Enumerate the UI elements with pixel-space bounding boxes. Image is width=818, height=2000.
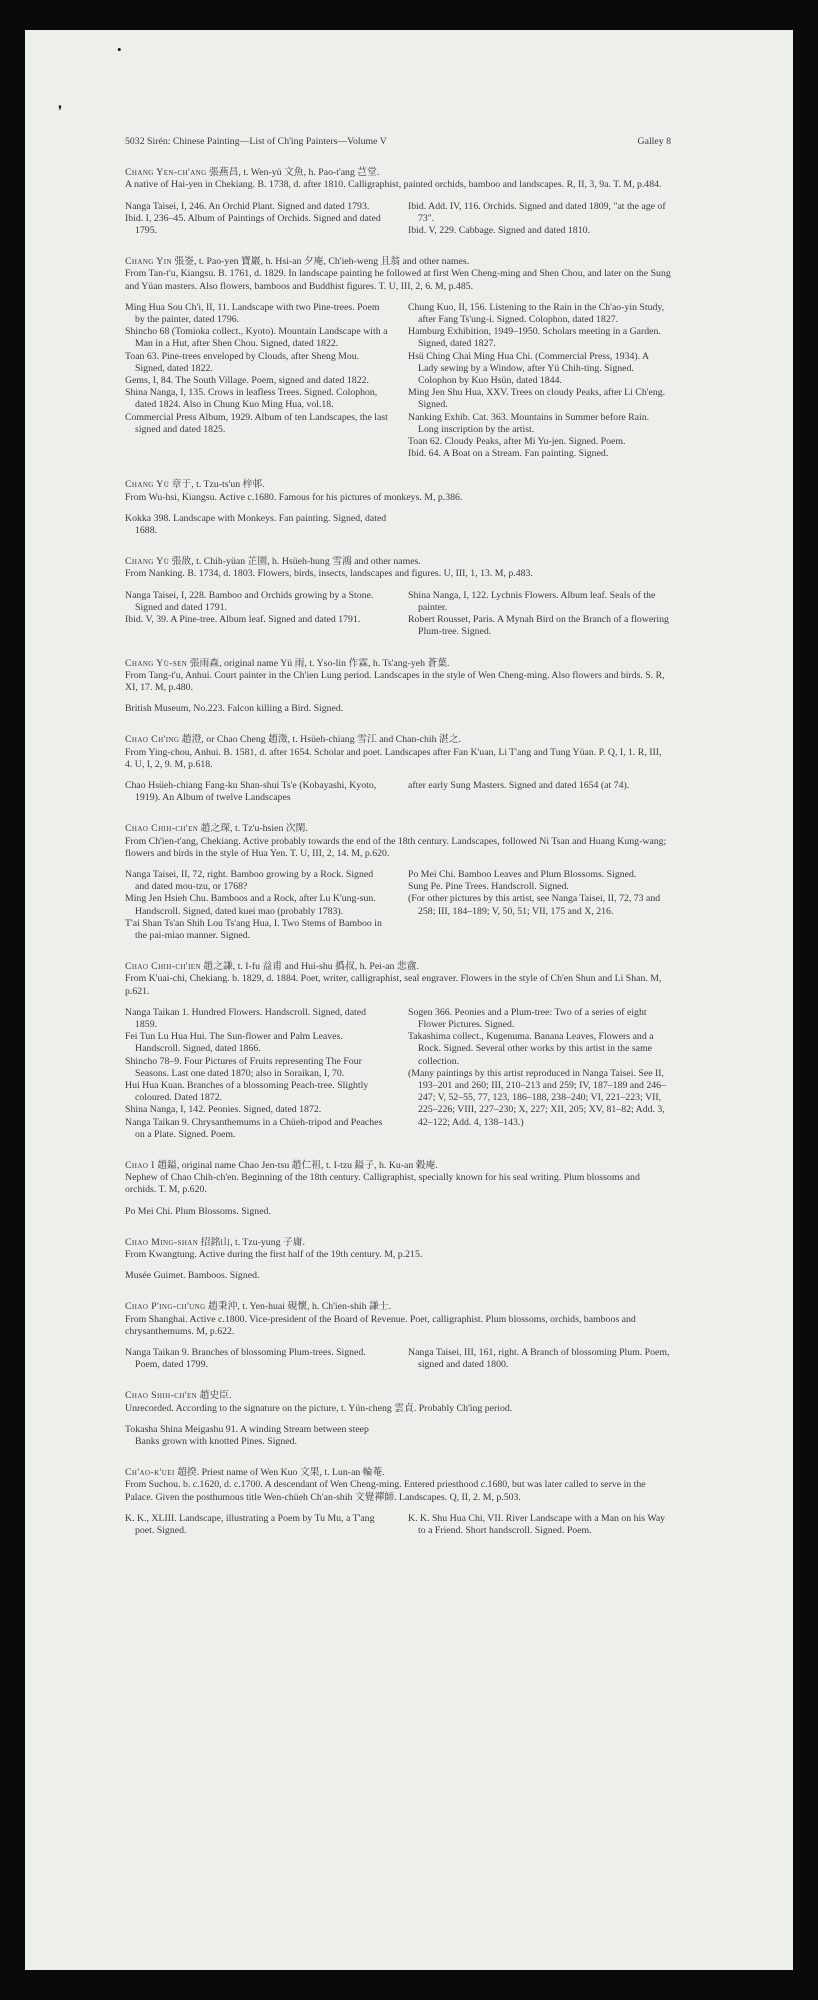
- work-reference: Ming Jen Hsieh Chu. Bamboos and a Rock, after Lu K'ung-sun. Handscroll. Signed, dated kuei mao (probably 1783).: [125, 893, 376, 917]
- painter-biography: From Kwangtung. Active during the first half of the 19th century. M, p.215.: [125, 1249, 423, 1261]
- work-reference: Musée Guimet. Bamboos. Signed.: [125, 1270, 260, 1282]
- painter-name: Chao I: [125, 1160, 155, 1171]
- painter-name: Chang Yü-sen: [125, 657, 188, 669]
- work-reference: Po Mei Chi. Bamboo Leaves and Plum Blossoms. Signed.: [408, 868, 637, 880]
- painter-biography: A native of Hai-yen in Chekiang. B. 1738, d. after 1810. Calligraphist, painted orchids, bamboo and landscapes. R, II, 3, 9a. T. M, p.484.: [125, 179, 662, 191]
- work-reference: Ibid. Add. IV, 116. Orchids. Signed and dated 1809, "at the age of 73".: [408, 200, 666, 224]
- work-list: [125, 869, 671, 942]
- painter-biography: From Shanghai. Active c.1800. Vice-president of the Board of Revenue. Poet, calligraphist. Plum blossoms, orchids, bamboos and chrysanthemums. M, p.622.: [125, 1313, 636, 1337]
- ink-spot: •: [117, 42, 122, 57]
- work-reference: Nanga Taikan 1. Hundred Flowers. Handscroll. Signed, dated 1859.: [125, 1006, 367, 1030]
- running-head: [125, 136, 671, 148]
- work-reference: T'ai Shan Ts'an Shih Lou Ts'ang Hua, I. Two Stems of Bamboo in the pai-miao manner. Signed.: [125, 917, 382, 941]
- work-column-right: [408, 1513, 671, 1537]
- painter-names-detail: 趙之謙, t. I-fu 益甫 and Hui-shu 撝叔, h. Pei-an 悲盦.: [200, 961, 419, 973]
- entry-heading: [125, 1160, 671, 1172]
- work-reference: Nanga Taisei, I, 228. Bamboo and Orchids growing by a Stone. Signed and dated 1791.: [125, 589, 374, 613]
- painter-entry: [125, 556, 671, 638]
- painter-name: Chang Yin: [125, 256, 172, 268]
- painter-names-detail: 張敔, t. Chih-yüan 芷園, h. Hsüeh-hung 雪鴻 and other names.: [169, 556, 421, 568]
- work-list: [125, 703, 671, 715]
- work-reference: Shina Nanga, I, 142. Peonies. Signed, dated 1872.: [125, 1104, 322, 1116]
- painter-biography: From Tang-t'u, Anhui. Court painter in the Ch'ien Lung period. Landscapes in the style of Wen Cheng-ming. Also flowers and birds. S. R, XI, 17. M, p.480.: [125, 669, 665, 693]
- painter-entry: [125, 961, 671, 1141]
- painter-name: Chao Ming-shan: [125, 1236, 199, 1248]
- painter-names-detail: 趙秉沖, t. Yen-huai 硯懷, h. Ch'ien-shih 謙士.: [205, 1301, 391, 1313]
- work-reference: Shincho 78–9. Four Pictures of Fruits representing The Four Seasons. Last one dated 1870; also in Soraikan, I, 70.: [125, 1055, 362, 1079]
- painter-biography: Nephew of Chao Chih-ch'en. Beginning of the 18th century. Calligraphist, specially known for his seal writing. Plum blossoms and orchids. T. M, p.620.: [125, 1172, 640, 1196]
- work-list: [125, 1347, 671, 1371]
- work-column-left: [125, 1513, 388, 1537]
- work-column-right: [408, 1347, 671, 1371]
- painter-name: Chao Shih-ch'en: [125, 1390, 198, 1402]
- work-column-right: [408, 590, 671, 639]
- work-reference: British Museum, No.223. Falcon killing a Bird. Signed.: [125, 703, 344, 715]
- entry-heading: [125, 1301, 671, 1313]
- painter-name: Chao P'ing-ch'ung: [125, 1301, 206, 1313]
- painter-name: Chang Yen-ch'ang: [125, 167, 207, 179]
- work-reference: Commercial Press Album, 1929. Album of ten Landscapes, the last signed and dated 1825.: [125, 411, 388, 435]
- entry-heading: [125, 1237, 671, 1249]
- work-reference: K. K., XLIII. Landscape, illustrating a Poem by Tu Mu, a T'ang poet. Signed.: [125, 1512, 375, 1537]
- work-list: [125, 1007, 671, 1141]
- entry-heading: [125, 556, 671, 568]
- work-reference: Hamburg Exhibition, 1949–1950. Scholars meeting in a Garden. Signed, dated 1827.: [408, 326, 661, 350]
- painter-name: Chao Chih-ch'ien: [125, 961, 201, 973]
- work-reference: Fei Tun Lu Hua Hui. The Sun-flower and Palm Leaves. Handscroll. Signed, dated 1866.: [125, 1031, 343, 1055]
- work-column-left: [125, 1347, 388, 1371]
- painter-entry: [125, 1160, 671, 1218]
- painter-names-detail: 趙之琛, t. Tz'u-hsien 次閑.: [198, 823, 308, 835]
- work-column-left: [125, 590, 388, 639]
- work-reference: Takashima collect., Kugenuma. Banana Leaves, Flowers and a Rock. Signed. Several other works by this artist in the same collection.: [408, 1031, 654, 1067]
- work-reference: Shina Nanga, I, 122. Lychnis Flowers. Album leaf. Seals of the painter.: [408, 589, 656, 613]
- work-reference: Chao Hsüeh-chiang Fang-ku Shan-shui Ts'e (Kobayashi, Kyoto, 1919). An Album of twelve Landscapes: [125, 779, 377, 804]
- painter-biography: From Ch'ien-t'ang, Chekiang. Active probably towards the end of the 18th century. Landscapes, followed Ni Tsan and Huang Kung-wang; flowers and birds in the style of Hua Yen. T. U, III, 2, 14. M, p.620.: [125, 835, 667, 859]
- work-reference: Hui Hua Kuan. Branches of a blossoming Peach-tree. Slightly coloured. Dated 1872.: [125, 1079, 369, 1104]
- work-column-left: [125, 780, 388, 804]
- painter-name: Chang Yü: [125, 479, 170, 491]
- painter-entry: [125, 167, 671, 237]
- painter-names-detail: 招銘山, t. Tzu-yung 子庸.: [198, 1236, 305, 1248]
- work-reference: Tokasha Shina Meigashu 91. A winding Stream between steep Banks grown with knotted Pines. Signed.: [125, 1423, 369, 1448]
- painter-names-detail: 超揆. Priest name of Wen Kuo 文果, t. Lun-an 輪菴.: [174, 1467, 385, 1479]
- work-column-left: [125, 1007, 388, 1141]
- painter-biography: From Tan-t'u, Kiangsu. B. 1761, d. 1829. In landscape painting he followed at first Wen Cheng-ming and Shen Chou, and later on the Sung and Yüan masters. Also flowers, bamboos and Buddhist figures. T. U, III, 2, 6. M, p.485.: [125, 268, 671, 292]
- work-reference: Nanga Taikan 9. Chrysanthemums in a Chüeh-tripod and Peaches on a Plate. Signed. Poem.: [125, 1116, 383, 1140]
- painter-names-detail: 趙澄, or Chao Cheng 趙澂, t. Hsüeh-chiang 雪江 and Chan-chih 湛之.: [179, 734, 461, 746]
- painter-biography: From K'uai-chi, Chekiang. b. 1829, d. 1884. Poet, writer, calligraphist, seal engraver. Flowers in the style of Ch'en Shun and Li Shan. M, p.621.: [125, 973, 662, 997]
- entry-heading: [125, 961, 671, 973]
- work-column-right: [408, 201, 671, 238]
- work-list: [125, 1424, 671, 1448]
- work-list: [125, 1270, 671, 1282]
- work-column-right: [408, 869, 671, 942]
- painter-names-detail: 趙鎰, original name Chao Jen-tsu 趙仁祖, t. I-tzu 鎰子, h. Ku-an 穀庵.: [154, 1160, 438, 1171]
- painter-biography: Unrecorded. According to the signature on the picture, t. Yün-cheng 雲貞. Probably Ch'ing period.: [125, 1402, 513, 1414]
- entry-heading: [125, 1390, 671, 1402]
- entry-heading: [125, 658, 671, 670]
- painter-names-detail: 趙史臣.: [197, 1390, 232, 1402]
- work-reference: Ibid. V, 229. Cabbage. Signed and dated 1810.: [408, 225, 590, 237]
- work-reference: Nanga Taikan 9. Branches of blossoming Plum-trees. Signed. Poem, dated 1799.: [125, 1347, 366, 1371]
- painter-name: Chang Yü: [125, 556, 170, 568]
- work-reference: Sogen 366. Peonies and a Plum-tree: Two of a series of eight Flower Pictures. Signed.: [408, 1006, 647, 1030]
- work-reference: Robert Rousset, Paris. A Mynah Bird on the Branch of a flowering Plum-tree. Signed.: [408, 614, 669, 638]
- work-reference: Shina Nanga, I, 135. Crows in leafless Trees. Signed. Colophon, dated 1824. Also in Chung Kuo Ming Hua, vol.18.: [125, 387, 378, 411]
- work-list: [125, 302, 671, 461]
- painter-biography: From Suchou. b. c.1620, d. c.1700. A descendant of Wen Cheng-ming. Entered priesthood c.1680, but was later called to serve in the Palace. Given the posthumous title Wen-chüeh Ch'an-shih 文覺禪師. Landscapes. Q, II, 2. M, p.503.: [125, 1479, 646, 1503]
- work-column-left: [125, 302, 388, 461]
- work-column-right: [408, 1007, 671, 1141]
- entry-heading: [125, 479, 671, 491]
- painter-biography: From Nanking. B. 1734, d. 1803. Flowers, birds, insects, landscapes and figures. U, III, 1, 13. M, p.483.: [125, 568, 533, 580]
- running-head-title: 5032 Sirén: Chinese Painting—List of Ch'ing Painters—Volume V: [125, 136, 387, 147]
- painter-name: Chao Ch'ing: [125, 734, 180, 746]
- painter-entry: [125, 1390, 671, 1448]
- work-column-left: [125, 201, 388, 238]
- painter-entries: [125, 167, 671, 1537]
- work-column-right: [408, 780, 671, 804]
- page-content: [125, 136, 671, 1556]
- entry-heading: [125, 823, 671, 835]
- work-reference: (For other pictures by this artist, see Nanga Taisei, II, 72, 73 and 258; III, 184–189; V, 50, 51; VII, 175 and X, 216.: [408, 893, 661, 917]
- painter-entry: [125, 1237, 671, 1283]
- work-reference: Toan 62. Cloudy Peaks, after Mi Yu-jen. Signed. Poem.: [408, 436, 626, 448]
- work-reference: Ming Jen Shu Hua, XXV. Trees on cloudy Peaks, after Li Ch'eng. Signed.: [408, 387, 666, 411]
- painter-entry: [125, 479, 671, 537]
- galley-number: Galley 8: [637, 136, 671, 147]
- ink-mark: ❜: [58, 103, 63, 118]
- work-reference: Ming Hua Sou Ch'i, II, 11. Landscape with two Pine-trees. Poem by the painter, dated 1796.: [125, 301, 380, 326]
- work-list: [125, 780, 671, 804]
- work-reference: Shincho 68 (Tomioka collect., Kyoto). Mountain Landscape with a Man in a Hut, after Shen Chou. Signed, dated 1822.: [125, 326, 388, 350]
- entry-heading: [125, 256, 671, 268]
- work-list: [125, 201, 671, 238]
- painter-entry: [125, 734, 671, 804]
- painter-biography: From Wu-hsi, Kiangsu. Active c.1680. Famous for his pictures of monkeys. M, p.386.: [125, 491, 463, 503]
- painter-entry: [125, 1301, 671, 1371]
- painter-entry: [125, 1467, 671, 1537]
- painter-entry: [125, 658, 671, 716]
- painter-biography: From Ying-chou, Anhui. B. 1581, d. after 1654. Scholar and poet. Landscapes after Fan K'uan, Li T'ang and Tung Yüan. P. Q, I, 1. R, III, 4. U, I, 2, 9. M, p.618.: [125, 746, 662, 770]
- work-reference: after early Sung Masters. Signed and dated 1654 (at 74).: [408, 779, 630, 791]
- entry-heading: [125, 734, 671, 746]
- work-reference: Nanga Taisei, II, 72, right. Bamboo growing by a Rock. Signed and dated mou-tzu, or 1768?: [125, 868, 374, 893]
- painter-names-detail: 張雨森, original name Yü 雨, t. Yso-lin 作霖, h. Ts'ang-yeh 蒼葉.: [187, 657, 450, 669]
- work-reference: Sung Pe. Pine Trees. Handscroll. Signed.: [408, 881, 569, 893]
- work-reference: Chung Kuo, II, 156. Listening to the Rain in the Ch'ao-yin Study, after Fang Ts'ung-i. Signed. Colophon, dated 1827.: [408, 301, 665, 326]
- work-column-left: [125, 869, 388, 942]
- work-column-right: [408, 302, 671, 461]
- work-list: [125, 513, 671, 537]
- work-reference: Toan 63. Pine-trees enveloped by Clouds, after Sheng Mou. Signed, dated 1822.: [125, 350, 360, 374]
- work-reference: Kokka 398. Landscape with Monkeys. Fan painting. Signed, dated 1688.: [125, 512, 387, 537]
- painter-names-detail: 章于, t. Tzu-ts'un 梓邨.: [169, 479, 265, 491]
- work-reference: Ibid. I, 236–45. Album of Paintings of Orchids. Signed and dated 1795.: [125, 212, 381, 237]
- work-reference: Hsü Ching Chai Ming Hua Chi. (Commercial Press, 1934). A Lady sewing by a Window, after Yü Chih-ting. Signed. Colophon by Kuo Hsün, dated 1844.: [408, 350, 649, 387]
- work-reference: Nanga Taisei, III, 161, right. A Branch of blossoming Plum. Poem, signed and dated 1800.: [408, 1347, 670, 1371]
- painter-name: Chao Chih-ch'en: [125, 823, 199, 835]
- work-list: [125, 1206, 671, 1218]
- work-list: [125, 590, 671, 639]
- work-reference: Nanga Taisei, I, 246. An Orchid Plant. Signed and dated 1793.: [125, 200, 370, 212]
- entry-heading: [125, 1467, 671, 1479]
- work-reference: Ibid. V, 39. A Pine-tree. Album leaf. Signed and dated 1791.: [125, 614, 361, 626]
- work-list: [125, 1513, 671, 1537]
- painter-entry: [125, 823, 671, 942]
- painter-entry: [125, 256, 671, 460]
- painter-names-detail: 張燕昌, t. Wen-yü 文魚, h. Pao-t'ang 芑堂.: [206, 167, 380, 179]
- work-reference: (Many paintings by this artist reproduced in Nanga Taisei. See II, 193–201 and 260; III, 210–213 and 259; IV, 187–189 and 246–247; V, 52–55, 77, 123, 186–188, 238–240; VI, 221–223; VII, 225–226; VIII, 227–230; X, 227; XII, 205; XV, 81–82; Add. 3, 42–122; Add. 4, 138–143.): [408, 1067, 666, 1128]
- work-reference: Ibid. 64. A Boat on a Stream. Fan painting. Signed.: [408, 448, 609, 460]
- work-reference: Po Mei Chi. Plum Blossoms. Signed.: [125, 1205, 271, 1217]
- painter-names-detail: 張崟, t. Pao-yen 寶巖, h. Hsi-an 夕庵, Ch'ieh-weng 且翁 and other names.: [171, 256, 470, 268]
- work-reference: Gems, I, 84. The South Village. Poem, signed and dated 1822.: [125, 375, 369, 387]
- work-reference: Nanking Exhib. Cat. 363. Mountains in Summer before Rain. Long inscription by the artist.: [408, 411, 650, 435]
- painter-name: Ch'ao-k'uei: [125, 1467, 175, 1479]
- entry-heading: [125, 167, 671, 179]
- work-reference: K. K. Shu Hua Chi, VII. River Landscape with a Man on his Way to a Friend. Short handscroll. Signed. Poem.: [408, 1512, 666, 1537]
